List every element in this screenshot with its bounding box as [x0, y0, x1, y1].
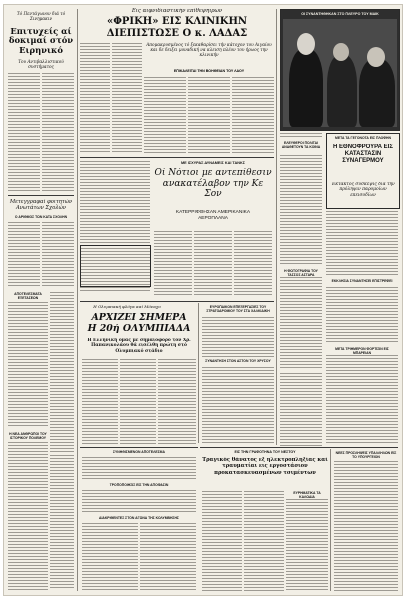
top-kicker: Εις αιφνιδιαστικήν επίθεψηιρων	[131, 8, 223, 14]
vietnam-text-1	[154, 231, 192, 297]
students-text-1	[8, 222, 40, 288]
national-guard-box	[326, 133, 400, 209]
right-text-top	[280, 133, 322, 139]
newspaper-page	[3, 4, 403, 596]
column-rule	[276, 9, 277, 445]
top-text-col2	[112, 43, 142, 153]
news-photo	[283, 19, 397, 127]
olympics-subhead: Η Ελληνική ομάς με σημαιοφόρο τον Χρ. Παπανικολάου θά εισέλθη πρώτη στό Ολυμπιακό στάδιο	[87, 338, 191, 354]
left-subhead: Του Αντιβαλλιστικού συστήματος	[18, 59, 64, 69]
left-article-text-1	[8, 73, 40, 193]
top-text-col1	[80, 43, 110, 153]
vietnam-kicker: ΜΕ ΙΣΧΥΡΑΣ ΔΥΝΑΜΕΙΣ ΚΑΙ ΤΑΝΚΣ	[181, 161, 245, 165]
olympics-text-3	[158, 359, 196, 445]
top-text-col5	[232, 77, 274, 155]
bottom-kicker: ΕΙΣ ΤΗΝ ΓΡΑΦΟΤΗΝΑ ΤΟΥ ΝΕΣΤΟΥ	[234, 450, 296, 454]
bottom-text-1	[202, 491, 242, 591]
center-note-text-3b	[140, 523, 196, 591]
right-lower-text	[280, 373, 322, 447]
military-panel-note: ΣΥΝΑΝΤΗΣΗ ΣΤΟΝ ΑΣΤΟΝ ΤΟΥ ΧΡΥΣΟΥ	[205, 359, 271, 363]
staff-strip: ΝΕΕΣ ΠΡΟΣΛΗΨΕΙΣ ΥΠΑΛΛΗΛΩΝ ΕΙΣ ΤΟ ΥΠΟΥΡΓΕΙΟΝ	[335, 451, 397, 459]
top-text-col3	[144, 77, 186, 155]
center-note-3: ΔΙΑΚΡΙΘΕΝΤΕΣ ΣΤΟΝ ΑΓΩΝΑ ΤΗΣ ΚΟΛΥΜΒΗΣΗΣ	[99, 516, 179, 520]
military-panel-text	[202, 317, 274, 357]
top-headline-line1: «ΦΡΙΚΗ» ΕΙΣ ΚΛΙΝΙΚΗΝ	[106, 16, 248, 27]
stats-table	[80, 245, 151, 287]
national-guard-subhead: Έκτακτος σύσκεψις διά την πρόληψιν παρομοίων επεισοδίων	[331, 182, 395, 198]
photo-caption: ΟΙ ΣΥΝΑΝΤΗΘΗΚΑΝ ΣΤΟ ΠΛΕΥΡΟ ΤΟΥ ΜΑΙΚ	[301, 12, 379, 16]
exam-results-text	[8, 302, 48, 428]
students-subhead: Ο ΑΡΙΘΜΟΣ ΤΩΝ ΚΑΤΑ ΣΧΟΛΗΝ	[14, 215, 68, 219]
top-text-col4	[188, 77, 230, 155]
right-note-1: Η ΦΩΤΟΓΡΑΦΙΑ ΤΟΥ ΤΑΣΣΟΣ ΑΣΤΑΡΑ	[284, 269, 318, 277]
vietnam-text-3	[234, 231, 272, 297]
olympics-headline-2: Η 20ή ΟΛΥΜΠΙΑΔΑ	[87, 324, 191, 334]
right-note-3-text	[326, 355, 398, 445]
bottom-strip: ΕΥΡΗΜΑΤΙΚΑ ΤΑ ΚΑΛΩΔΙΑ	[293, 491, 321, 499]
vietnam-headline: Οί Νότιοι με αντεπίθεσιν ανακατέλαβον την Κε Σον	[154, 168, 272, 199]
left-article-text-2	[42, 73, 74, 193]
center-note-1: ΣΥΝΗΘΙΣΜΕΝΟΝ ΑΠΟΤΕΛΕΣΜΑ	[113, 450, 165, 454]
national-guard-headline: Η ΕΘΝΟΦΡΟΥΡΑ ΕΙΣ ΚΑΤΑΣΤΑΣΙΝ ΣΥΝΑΓΕΡΜΟΥ	[333, 144, 393, 165]
exam-results-list	[50, 292, 74, 452]
bottom-headline: Τραγικός θάνατος εξ ηλεκτροπληξίας καί τραυματίαι εις εργοστάσιον προκατασκευασμένων τσιμέντων	[202, 457, 328, 476]
top-headline-line2: ΔΙΕΠΙΣΤΩΣΕ Ο κ. ΛΑΔΑΣ	[106, 28, 248, 39]
vietnam-subhead: ΚΑΤΕΡΡΙΦΘΗΣΑΝ ΑΜΕΡΙΚΑΝΙΚΑ ΑΕΡΟΠΛΑΝΑ	[175, 210, 251, 221]
center-note-text-3a	[82, 523, 138, 591]
students-text-2	[42, 222, 74, 288]
center-note-text-2	[82, 490, 196, 512]
war-people-title: Η ΝΕΑ ΑΝΘΡΩΠΟΙ ΤΟΥ ΙΣΤΟΡΙΚΟΥ ΠΟΛΕΜΟΥ	[9, 432, 47, 440]
olympics-text-1	[82, 359, 118, 445]
divider	[200, 447, 398, 448]
divider	[8, 195, 74, 196]
column-rule	[77, 9, 78, 591]
top-strip: ΕΠΙΚΑΛΕΙΤΑΙ ΤΗΝ ΒΟΗΘΕΙΑΝ ΤΟΥ ΛΑΟΥ	[173, 69, 245, 73]
divider	[80, 301, 274, 302]
column-rule	[330, 449, 331, 591]
column-rule	[198, 303, 199, 443]
citizens-headline: ΕΛΕΥΘΕΡΟΙ ΠΟΛΙΤΑΙ ΑΝΑΘΕΤΟΥΝ ΤΑ ΚΟΙΝΑ	[281, 141, 321, 149]
divider	[80, 447, 198, 448]
olympics-headline-1: ΑΡΧΙΖΕΙ ΣΗΜΕΡΑ	[91, 313, 187, 323]
divider	[80, 157, 274, 158]
center-note-text-1	[82, 457, 196, 479]
right-note-2: ΕΚΚΛΗΣΙΑ ΣΥΝΑΝΤΗΣΕΙ ΕΠΙΣΤΡΕΦΕΙ	[331, 279, 393, 283]
military-panel-text-2	[202, 367, 274, 443]
box-title: ΜΕΤΑ ΤΑ ΓΕΓΟΝΟΤΑ ΕΙΣ ΠΛΟΦΗΝ	[335, 136, 391, 140]
national-guard-text	[326, 211, 398, 275]
military-panel-title: ΕΥΡΟΠΑΙΚΟΝ ΕΠΕΞΕΡΓΑΣΙΕΣ ΤΟΥ ΣΤΡΑΤΟΔΡΟΜΙΟΥ ΤΟΥ ΣΤΑ ΧΑΛΚΙΔΙΚΗ	[206, 305, 270, 313]
exam-results-title: ΑΠΟΤΕΛΕΣΜΑΤΑ ΕΞΕΤΑΣΕΩΝ	[14, 292, 42, 300]
olympics-kicker: Η Ολυμπιακή φλόγα καί Μόναχο	[93, 304, 161, 309]
staff-text	[334, 461, 398, 591]
war-people-text	[8, 442, 48, 590]
left-headline: Επιτυχείς αί δοκιμαί στόν Ειρηνικό	[8, 27, 74, 55]
left-pre-kicker: Τό Πεντάγωνον διά τό Σινημακιν	[16, 11, 66, 21]
olympics-text-2	[120, 359, 156, 445]
center-note-2: ΤΡΟΠΟΠΟΙΗΣΙΣ ΕΙΣ ΤΗΝ ΑΠΟΦΑΣΙΝ	[109, 483, 169, 487]
right-note-2-text	[326, 287, 398, 343]
top-lede: Απομακρυσμένος τό ξεκαθαρίσει τήν κάτοχον του Αιγαίου και δε δειξει μοναδική να κλειση πλέον του ήρωος την κλινικήν	[146, 42, 272, 57]
left-misc-text	[50, 455, 74, 590]
bottom-text-2	[244, 491, 284, 591]
photo-frame	[280, 9, 400, 131]
students-headline: Μετεγγραφαί φοιτητών Ανωτάτων Σχολών	[9, 199, 73, 211]
vietnam-text-2	[194, 231, 232, 297]
right-note-3: ΜΕΤΑ ΤΡΙΗΜΕΡΟΝ ΦΟΡΤΙΣΙΝ ΕΙΣ ΜΠΑΡΕΙΑΝ	[335, 347, 389, 355]
bottom-text-3	[286, 499, 328, 591]
right-note-1-text	[280, 277, 322, 369]
citizens-text	[280, 155, 322, 265]
